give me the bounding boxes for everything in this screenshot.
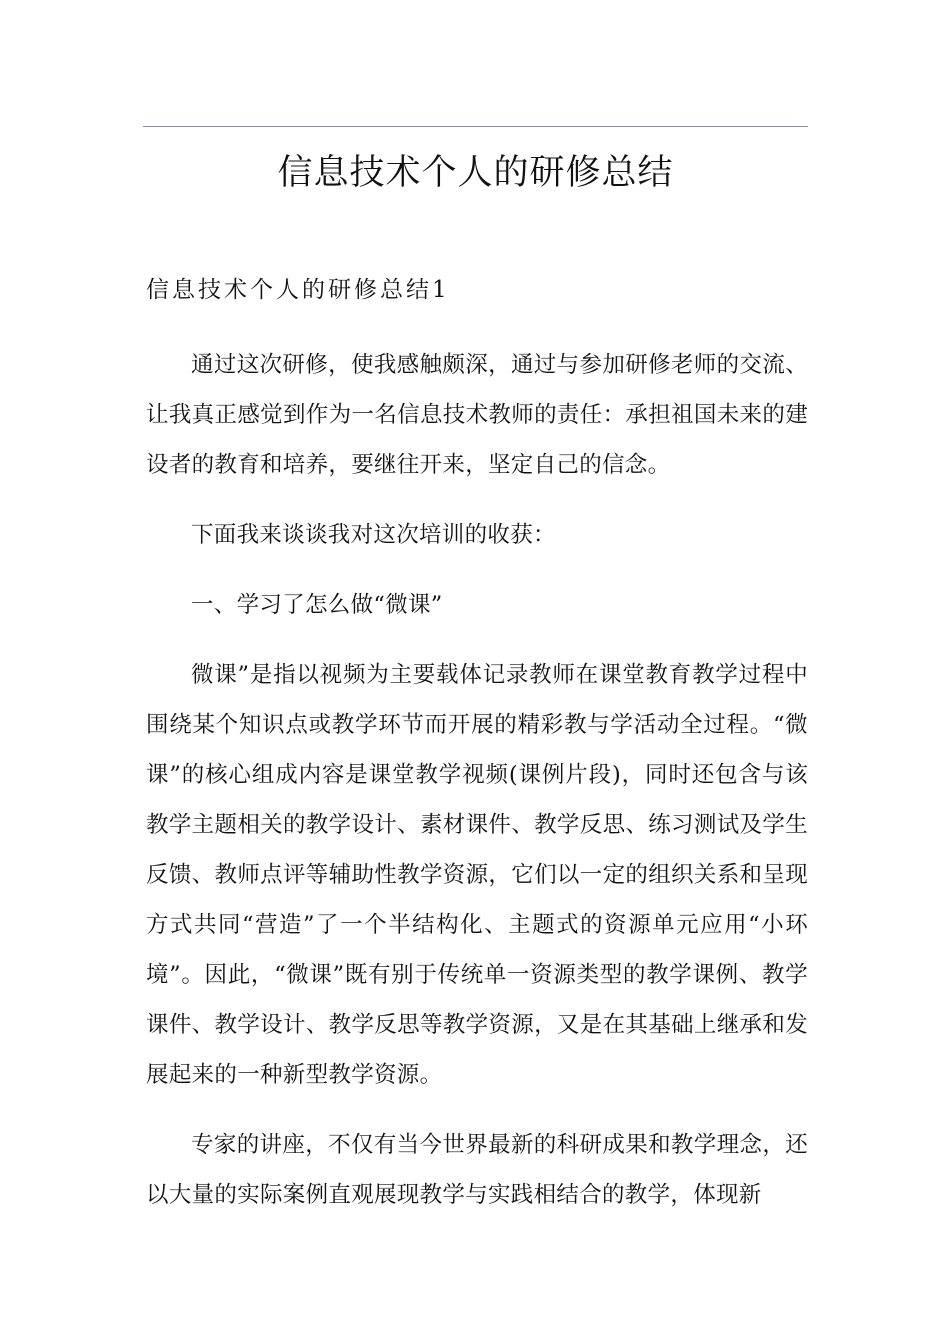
paragraph-harvest-lead: 下面我来谈谈我对这次培训的收获： — [191, 522, 556, 548]
section-heading: 信息技术个人的研修总结1 — [146, 277, 450, 303]
paragraph-intro: 通过这次研修，使我感触颇深，通过与参加研修老师的交流、让我真正感觉到作为一名信息技术教师的责任：承担祖国未来的建设者的教育和培养，要继往开来，坚定自己的信念。 — [146, 352, 808, 478]
header-rule — [143, 126, 808, 127]
paragraph-microlesson-definition: 微课”是指以视频为主要载体记录教师在课堂教育教学过程中围绕某个知识点或教学环节而开展的精彩教与学活动全过程。“微课”的核心组成内容是课堂教学视频(课例片段)，同时还包含与该教学主题相关的教学设计、素材课件、教学反思、练习测试及学生反馈、教师点评等辅助性教学资源，它们以一定的组织关系和呈现方式共同“营造”了一个半结构化、主题式的资源单元应用“小环境”。因此，“微课”既有别于传统单一资源类型的教学课例、教学课件、教学设计、教学反思等教学资源，又是在其基础上继承和发展起来的一种新型教学资源。 — [146, 662, 808, 1088]
paragraph-expert-lecture: 专家的讲座，不仅有当今世界最新的科研成果和教学理念，还以大量的实际案例直观展现教学与实践相结合的教学，体现新 — [146, 1132, 808, 1208]
document-body — [146, 340, 808, 1220]
document-title: 信息技术个人的研修总结 — [277, 153, 674, 193]
paragraph-point-one-heading: 一、学习了怎么做“微课” — [191, 592, 443, 618]
